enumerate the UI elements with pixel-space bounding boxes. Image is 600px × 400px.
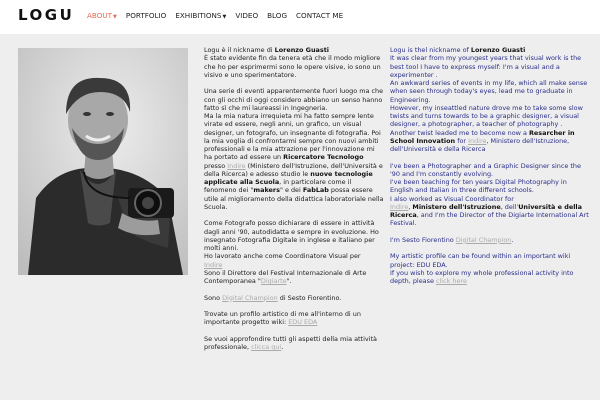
it-indire-link[interactable]: Indire — [227, 161, 246, 170]
content-area — [0, 34, 600, 400]
en-p10-text: If you wish to explore my whole professional activity into depth, please — [390, 268, 574, 285]
en-para-5: I've been a Photographer and a Graphic Designer since the '90 and I'm constantly evolving. — [390, 161, 581, 178]
it-para-4: Come Fotografo posso dichiarare di essere in attività dagli anni '90, autodidatta e sempre in evoluzione. Ho insegnato Fotografia Digitale in inglese e italiano per molti anni. — [204, 219, 379, 252]
it-p3-text-4: , in particolare come il fenomeno dei " — [204, 178, 352, 195]
en-p7-text: I also worked as Visual Coordinator for — [390, 194, 514, 203]
it-p6-text-2: di Sesto Fiorentino. — [277, 293, 342, 302]
it-p1-name: Lorenzo Guasti — [274, 46, 330, 54]
main-nav — [87, 11, 352, 20]
it-p3-ricercatore: Ricercatore Tecnologo — [283, 153, 364, 162]
it-p5-text-3: ". — [286, 277, 292, 285]
it-p1-text-2: È stato evidente fin da tenera età che il modo migliore che ho per esprimermi sono le opere visive, io sono un visivo e uno sperimentatore. — [204, 54, 381, 79]
en-para-9: My artistic profile can be found within an important wiki project: EDU EDA. — [390, 252, 571, 269]
en-para-6: I've been teaching for ten years Digital Photography in English and Italian in three different schools. — [390, 178, 567, 195]
en-p7-ministero: Ministero dell'Istruzione — [412, 202, 501, 211]
it-p3-nuove: nuove tecnologie applicate alla Scuola — [204, 169, 373, 186]
it-p8-text: Se vuoi approfondire tutti gli aspetti della mia attività professionale, — [204, 334, 377, 351]
it-edu-eda-link[interactable]: EDU EDA — [288, 318, 318, 327]
it-p3-fablab: FabLab — [302, 186, 329, 195]
en-indire-link[interactable]: Indire — [468, 136, 487, 145]
portrait-illustration — [18, 48, 188, 275]
it-p6-text: Sono — [204, 293, 223, 302]
it-para-1 — [204, 46, 384, 79]
en-p7-universita: Università e della Ricerca — [390, 202, 582, 219]
it-p3-text-3: (Ministero dell'Istruzione, dell'Università e della Ricerca) e adesso studio le — [204, 161, 383, 178]
nav-contact[interactable]: CONTACT ME — [296, 11, 344, 20]
en-indire-link-2[interactable]: Indire — [390, 202, 409, 211]
en-p4-text-2: for — [455, 136, 469, 145]
en-para-3: However, my inseattled nature drove me to take some slow twists and turns towards to be a graphic designer, a visual designer, a photographer, a teacher of photography . — [390, 103, 583, 129]
it-indire-link-2[interactable]: Indire — [204, 260, 223, 269]
it-para-2: Una serie di eventi apparentemente fuori luogo ma che con gli occhi di oggi considero abbiano un senso hanno fatto sì che mi laureassi in Ingegneria. — [204, 87, 384, 112]
it-p5-text: Ho lavorato anche come Coordinatore Visual per — [204, 252, 361, 261]
it-para-7 — [204, 310, 384, 327]
it-p3-text-5: " e dei — [279, 186, 303, 195]
it-digital-champion-link[interactable]: Digital Champion — [222, 293, 278, 302]
en-para-4 — [390, 129, 590, 154]
nav-about-label: ABOUT — [87, 11, 113, 20]
en-click-here-link[interactable]: click here — [435, 277, 467, 285]
it-p3-text: Ma la mia natura irrequieta mi ha fatto sempre lente virate ed essere, negli anni, un grafico, un visual designer, un fotografo, un insegnante di fotografia. Poi la mia voglia di confrontarmi sempre con nuovi ambiti professionali e la mia attrazione per l'innovazione mi ha portato ad essere un — [204, 112, 381, 162]
it-para-3 — [204, 112, 384, 211]
en-digital-champion-link[interactable]: Digital Champion — [455, 235, 512, 244]
en-para-10 — [390, 269, 590, 286]
en-p8-text-2: . — [511, 235, 514, 244]
it-p5-text-2: Sono il Direttore del Festival Internazionale di Arte Contemporanea " — [204, 268, 367, 285]
caret-down-icon: ▼ — [113, 14, 117, 20]
caret-down-icon: ▼ — [222, 14, 227, 20]
nav-about[interactable] — [87, 11, 117, 20]
nav-exhibitions-label: EXHIBITIONS — [175, 11, 222, 20]
it-p8-text-2: . — [281, 343, 284, 351]
it-para-6 — [204, 294, 384, 302]
en-p1-text-2: It was clear from my youngest years that visual work is the best tool I have to express myself: I'm a visual and a experimenter . — [390, 54, 582, 79]
en-para-7: I also worked as Visual Coordinator for Indire, Ministero dell'Istruzione, dell'Università e della Ricerca, and I'm the Director of the Digiarte International Art Festival. — [390, 194, 589, 228]
portrait-photo — [18, 48, 188, 275]
it-p3-text-2: presso — [204, 161, 228, 170]
nav-blog[interactable]: BLOG — [267, 11, 288, 20]
en-para-2: An awkward series of events in my life, which all make sense when seen through today's eyes, lead me to graduate in Engineering. — [390, 79, 588, 104]
en-p1-text: Logu is thel nickname of — [390, 46, 471, 54]
en-para-1 — [390, 46, 590, 79]
it-digiarte-link[interactable]: Digiarte — [260, 277, 287, 285]
en-p1-name: Lorenzo Guasti — [470, 46, 526, 54]
site-header — [0, 0, 600, 34]
nav-video[interactable]: VIDEO — [235, 11, 259, 20]
en-p7-text-2: , and I'm the Director of the Digiarte International Art Festival. — [390, 211, 589, 228]
italian-bio — [204, 46, 384, 351]
en-p8-text: I'm Sesto Fiorentino — [390, 235, 456, 244]
it-p1-text: Logu è il nickname di — [204, 46, 275, 54]
it-p3-text-6: possa essere utile al miglioramento della didattica laboratoriale nella Scuola. — [204, 186, 384, 211]
en-para-8 — [390, 236, 590, 244]
nav-portfolio[interactable]: PORTFOLIO — [125, 11, 167, 20]
it-para-5 — [204, 252, 384, 285]
site-logo[interactable]: LOGU — [18, 6, 75, 24]
it-p3-makers: makers — [253, 186, 280, 195]
it-clicca-qui-link[interactable]: clicca qui — [251, 343, 282, 351]
en-p4-text-3: , Ministero dell'Istruzione, dell'Università e della Ricerca — [390, 136, 570, 153]
en-p4-researcher: Resarcher in School Innovation — [390, 128, 575, 145]
en-p4-text: Another twist leaded me to become now a — [390, 128, 529, 137]
nav-exhibitions[interactable] — [175, 11, 226, 20]
it-para-8 — [204, 335, 384, 352]
it-p7-text: Trovate un profilo artistico di me all'interno di un importante progetto wiki: — [204, 310, 361, 327]
english-bio — [390, 46, 590, 285]
